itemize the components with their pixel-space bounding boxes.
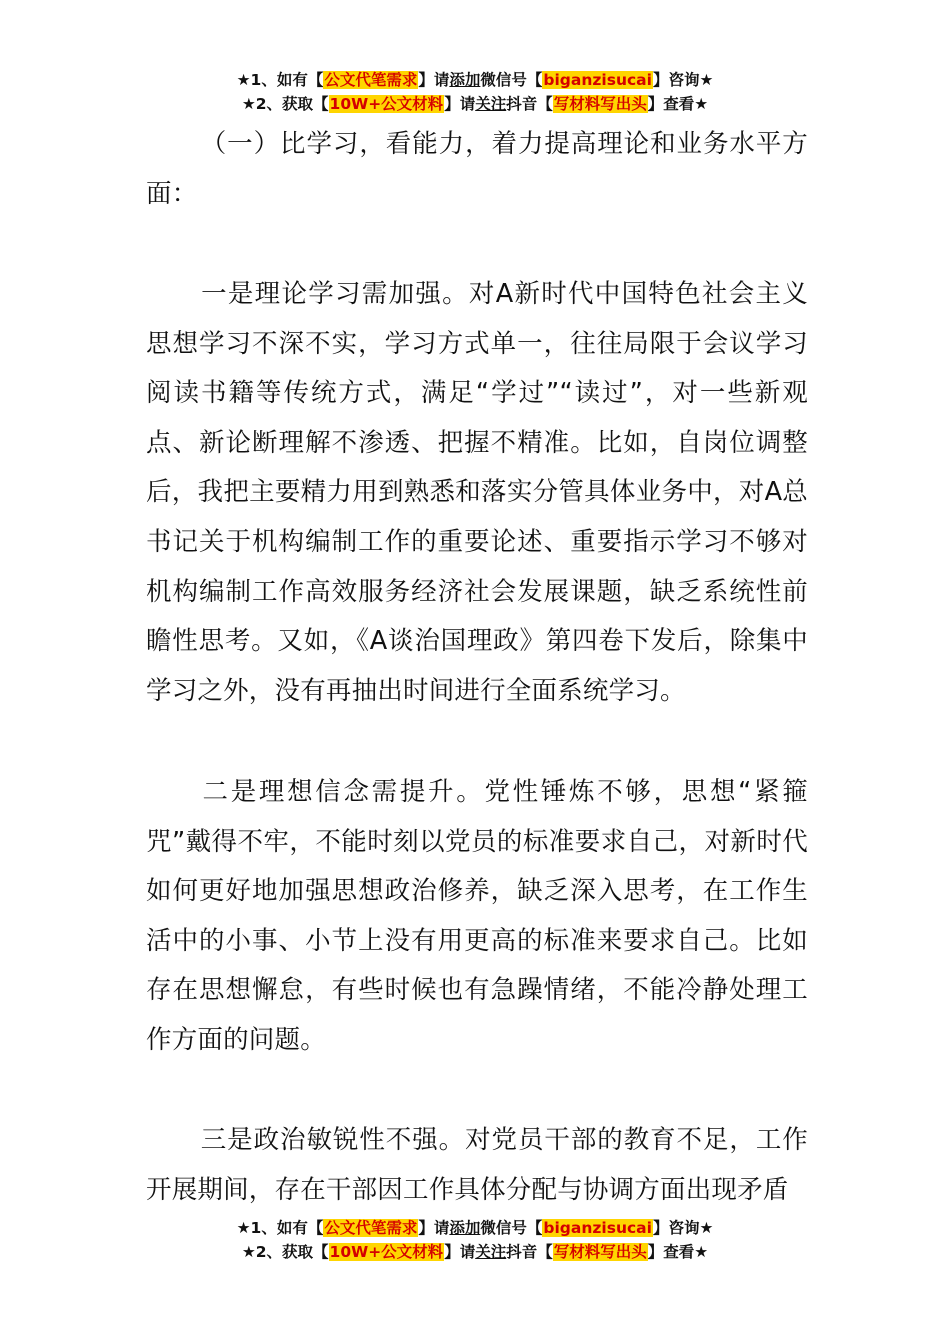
banner-text: 】请: [418, 71, 450, 89]
banner-text: ★1、如有【: [236, 1219, 324, 1237]
banner-emphasis: 关注: [475, 95, 507, 113]
highlight-wechat-id: biganzisucai: [543, 1219, 652, 1237]
highlight-materials: 10W+公文材料: [329, 95, 444, 113]
banner-text: 】查看★: [647, 95, 709, 113]
banner-line-2: [0, 1240, 950, 1264]
paragraph-theory-study: [146, 270, 808, 716]
paragraph-text: 一是理论学习需加强。对A新时代中国特色社会主义思想学习不深不实，学习方式单一，往往局限于会议学习阅读书籍等传统方式，满足“学过”“读过”，对一些新观点、新论断理解不渗透、把握不精准。比如，自岗位调整后，我把主要精力用到熟悉和落实分管具体业务中，对A总书记关于机构编制工作的重要论述、重要指示学习不够对机构编制工作高效服务经济社会发展课题，缺乏系统性前瞻性思考。又如，《A谈治国理政》第四卷下发后，除集中学习之外，没有再抽出时间进行全面系统学习。: [146, 279, 808, 706]
banner-text: 微信号【: [480, 1219, 543, 1237]
banner-text: 】咨询★: [652, 1219, 714, 1237]
paragraph-ideals-beliefs: [146, 768, 808, 1066]
highlight-ghostwriting: 公文代笔需求: [324, 71, 418, 89]
paragraph-text: 二是理想信念需提升。党性锤炼不够，思想“紧箍咒”戴得不牢，不能时刻以党员的标准要求自己，对新时代如何更好地加强思想政治修养，缺乏深入思考，在工作生活中的小事、小节上没有用更高的标准来要求自己。比如存在思想懈怠，有些时候也有急躁情绪，不能冷静处理工作方面的问题。: [146, 777, 808, 1055]
banner-line-1: [0, 68, 950, 92]
banner-line-2: [0, 92, 950, 116]
banner-text: ★1、如有【: [236, 71, 324, 89]
banner-text: 抖音【: [506, 95, 553, 113]
banner-text: ★2、获取【: [241, 1243, 329, 1261]
highlight-douyin-account: 写材料写出头: [553, 1243, 647, 1261]
header-banner: [0, 68, 950, 116]
section-heading: [146, 120, 808, 219]
highlight-wechat-id: biganzisucai: [543, 71, 652, 89]
paragraph-political-sensitivity: [146, 1116, 808, 1216]
banner-text: 微信号【: [480, 71, 543, 89]
banner-text: 】请: [444, 1243, 476, 1261]
banner-emphasis: 添加: [449, 71, 481, 89]
banner-text: 】请: [418, 1219, 450, 1237]
banner-text: 抖音【: [506, 1243, 553, 1261]
banner-text: 】请: [444, 95, 476, 113]
highlight-douyin-account: 写材料写出头: [553, 95, 647, 113]
banner-text: 】查看★: [647, 1243, 709, 1261]
highlight-materials: 10W+公文材料: [329, 1243, 444, 1261]
section-heading-text: （一）比学习，看能力，着力提高理论和业务水平方面：: [146, 129, 808, 209]
banner-text: ★2、获取【: [241, 95, 329, 113]
highlight-ghostwriting: 公文代笔需求: [324, 1219, 418, 1237]
paragraph-text: 三是政治敏锐性不强。对党员干部的教育不足，工作开展期间，存在干部因工作具体分配与协调方面出现矛盾: [146, 1125, 808, 1205]
banner-emphasis: 添加: [449, 1219, 481, 1237]
footer-banner: [0, 1216, 950, 1264]
banner-emphasis: 关注: [475, 1243, 507, 1261]
banner-line-1: [0, 1216, 950, 1240]
banner-text: 】咨询★: [652, 71, 714, 89]
